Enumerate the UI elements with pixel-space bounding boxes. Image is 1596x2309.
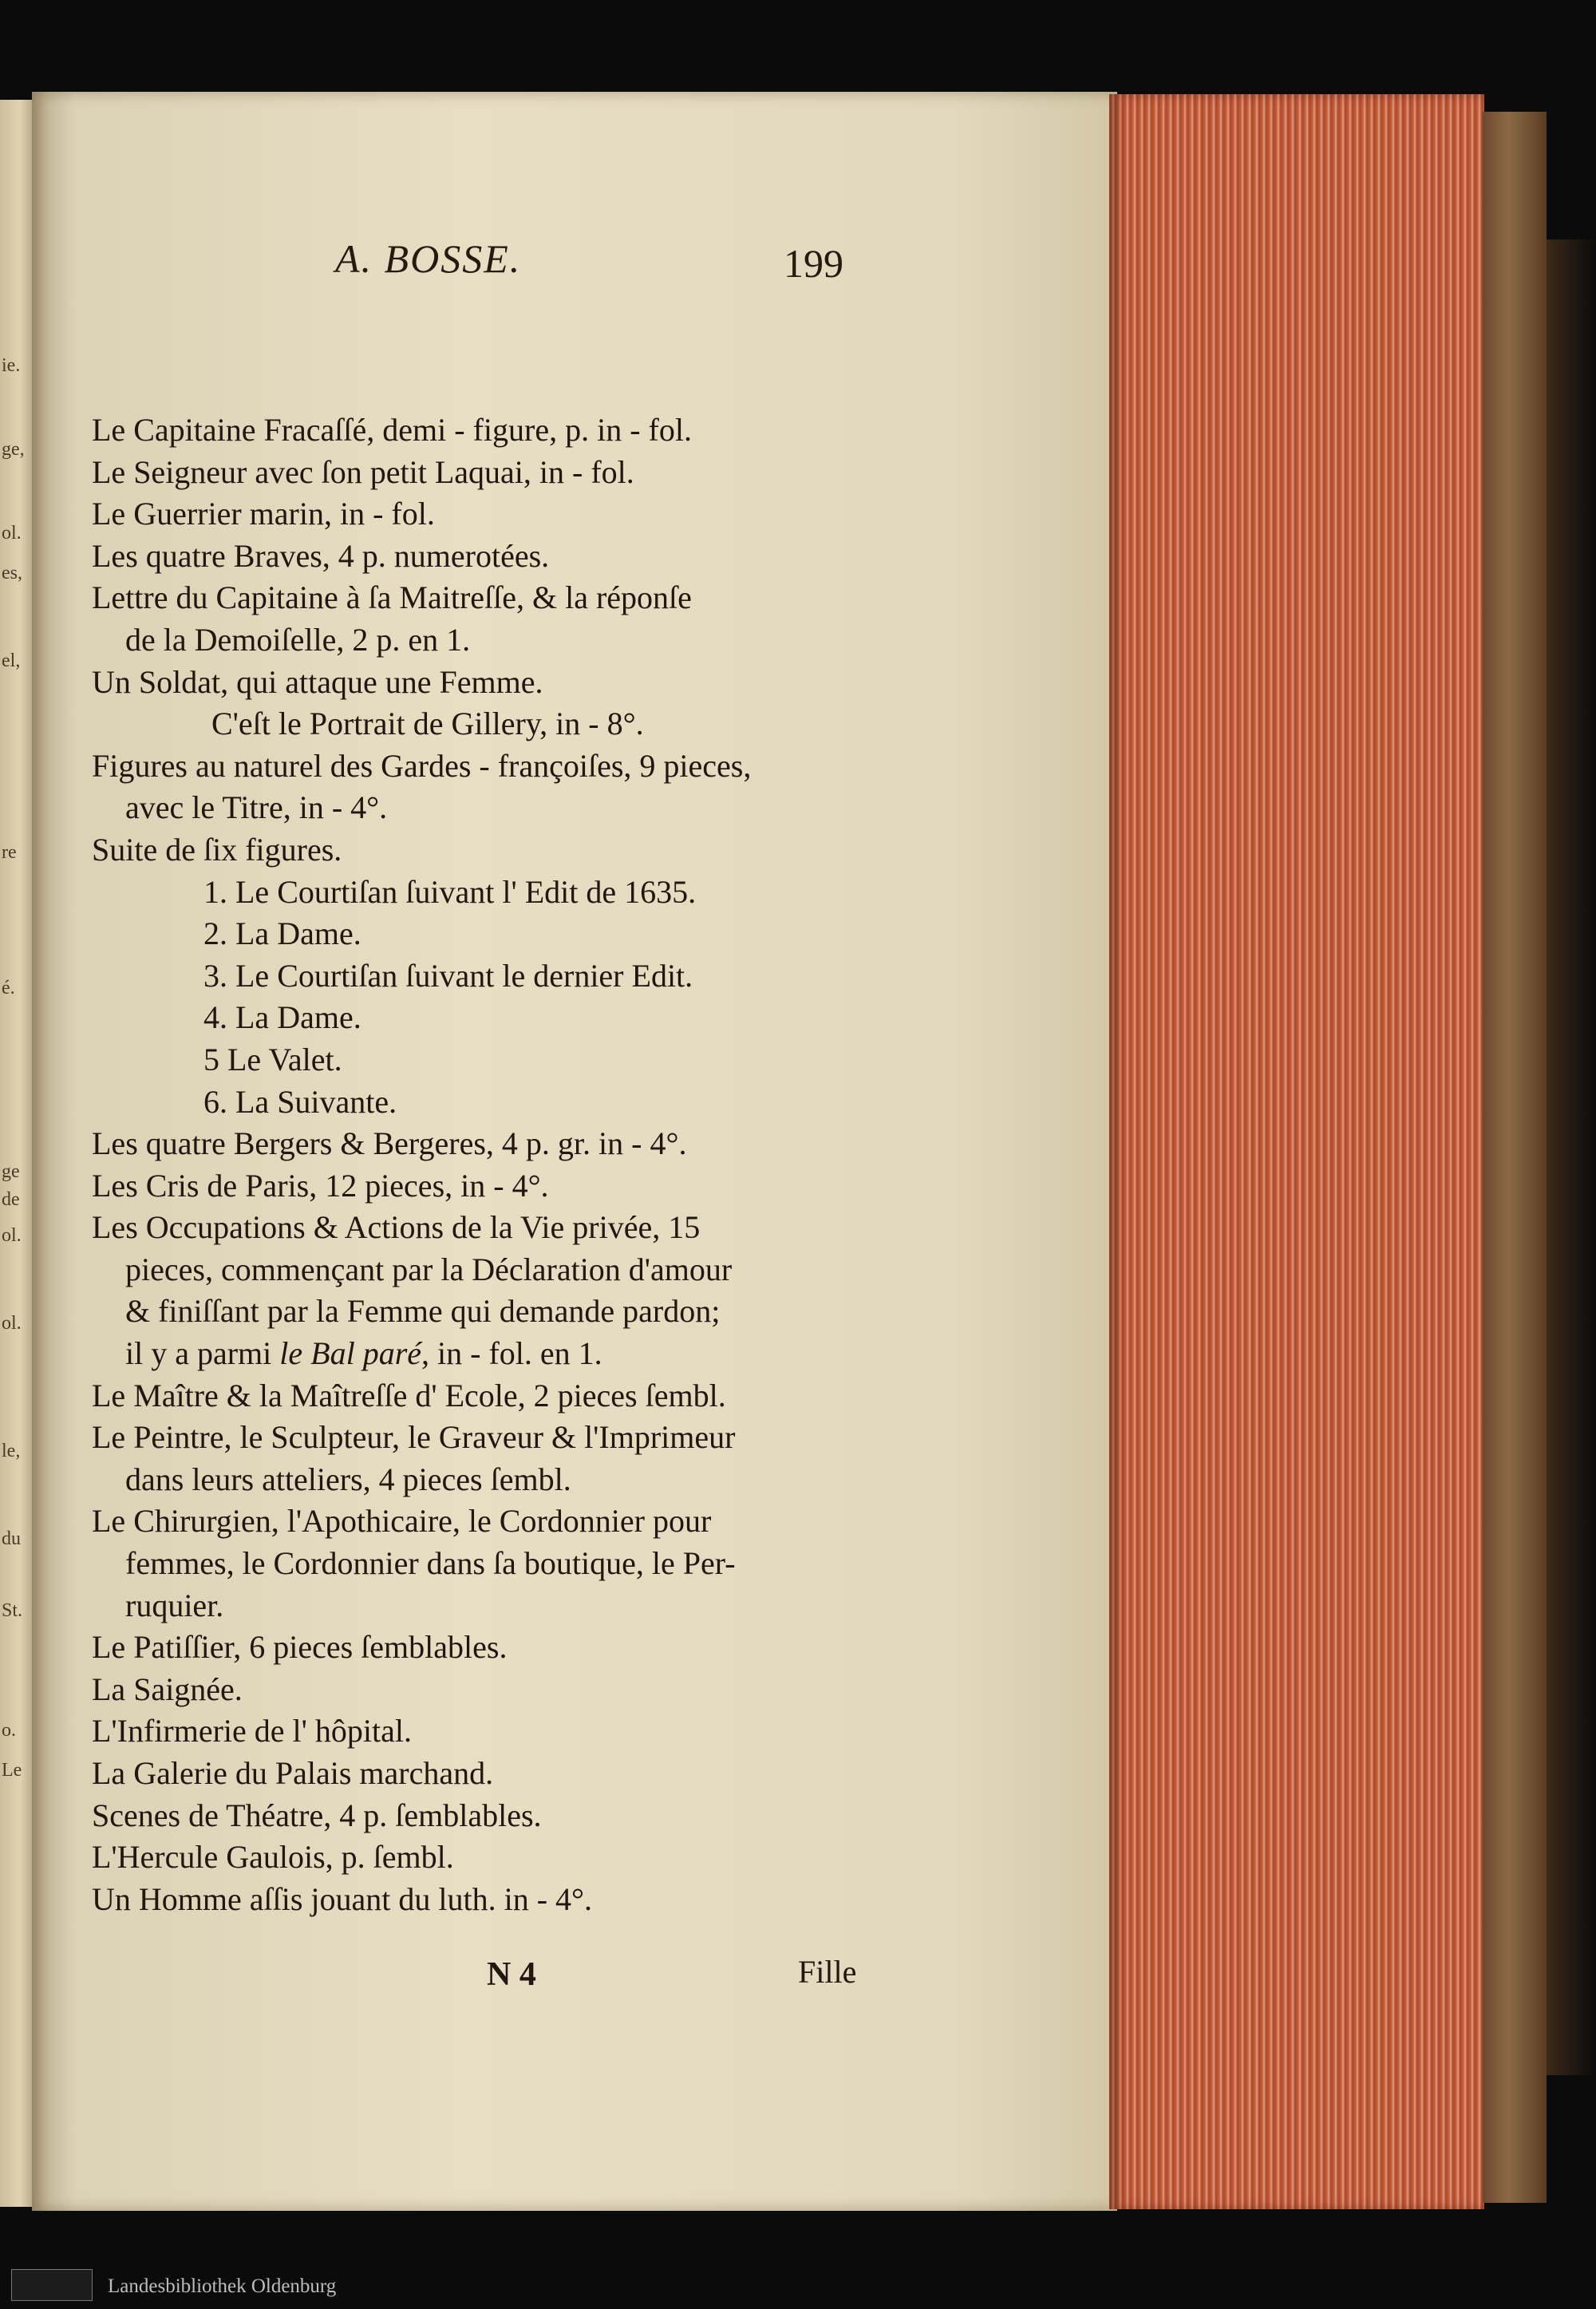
left-margin-fragment: es, bbox=[2, 563, 22, 583]
entry-line: Les quatre Braves, 4 p. numerotées. bbox=[92, 537, 550, 574]
left-margin-fragment: ge bbox=[2, 1161, 20, 1182]
entry-line: Suite de ſix figures. bbox=[92, 831, 342, 868]
signature-mark: N 4 bbox=[487, 1956, 536, 1993]
left-margin-fragment: é. bbox=[2, 978, 15, 998]
entry-line: L'Infirmerie de l' hôpital. bbox=[92, 1713, 412, 1750]
footer-bar bbox=[0, 2263, 1596, 2309]
entry-line: Le Maître & la Maîtreſſe d' Ecole, 2 pieces ſembl. bbox=[92, 1377, 726, 1413]
entry-line: Le Seigneur avec ſon petit Laquai, in - fol. bbox=[92, 453, 634, 490]
entry-line: avec le Titre, in - 4°. bbox=[125, 789, 388, 826]
entry-line: femmes, le Cordonnier dans ſa boutique, le Per- bbox=[125, 1545, 736, 1582]
left-margin-fragment: o. bbox=[2, 1720, 16, 1741]
library-logo-icon bbox=[11, 2269, 93, 2301]
binding-shadow bbox=[1547, 239, 1596, 2075]
left-margin-fragment: re bbox=[2, 842, 17, 863]
binding-board bbox=[1483, 112, 1547, 2203]
left-margin-fragment: Le bbox=[2, 1760, 22, 1781]
entry-line: L'Hercule Gaulois, p. ſembl. bbox=[92, 1839, 454, 1876]
entry-line: Les quatre Bergers & Bergeres, 4 p. gr. in - 4°. bbox=[92, 1125, 687, 1162]
left-margin-fragment: de bbox=[2, 1189, 20, 1210]
entry-text: il y a parmi bbox=[125, 1335, 280, 1372]
entry-line: Figures au naturel des Gardes - françoiſes, 9 pieces, bbox=[92, 747, 752, 784]
entry-line: Les Cris de Paris, 12 pieces, in - 4°. bbox=[92, 1167, 549, 1204]
entry-line: 2. La Dame. bbox=[203, 915, 361, 952]
entry-line: Un Soldat, qui attaque une Femme. bbox=[92, 663, 543, 700]
entry-line: 4. La Dame. bbox=[203, 999, 361, 1036]
left-margin-fragment: ol. bbox=[2, 1313, 22, 1334]
italic-title: le Bal paré bbox=[279, 1335, 422, 1372]
left-margin-fragment: ge, bbox=[2, 439, 25, 460]
running-head: A. BOSSE. bbox=[335, 236, 522, 281]
page-number: 199 bbox=[784, 241, 843, 286]
entry-line: pieces, commençant par la Déclaration d'amour bbox=[125, 1251, 733, 1287]
left-margin-fragment: du bbox=[2, 1528, 21, 1549]
entry-line: Le Peintre, le Sculpteur, le Graveur & l'Imprimeur bbox=[92, 1419, 736, 1456]
fore-edge-red-stain bbox=[1109, 94, 1484, 2209]
left-margin-fragment: St. bbox=[2, 1600, 23, 1621]
entry-line: 5 Le Valet. bbox=[203, 1041, 342, 1077]
entry-text: , in - fol. en 1. bbox=[421, 1335, 602, 1372]
entry-line: 1. Le Courtiſan ſuivant l' Edit de 1635. bbox=[203, 873, 697, 910]
entry-line: Le Guerrier marin, in - fol. bbox=[92, 496, 435, 532]
entry-line: La Galerie du Palais marchand. bbox=[92, 1755, 494, 1791]
left-margin-fragment: el, bbox=[2, 650, 21, 671]
entry-line: de la Demoiſelle, 2 p. en 1. bbox=[125, 621, 471, 658]
entry-line: Un Homme aſſis jouant du luth. in - 4°. bbox=[92, 1880, 593, 1917]
catalogue-entries bbox=[92, 409, 890, 1920]
left-margin-fragment: le, bbox=[2, 1441, 21, 1461]
left-margin-fragment: ie. bbox=[2, 355, 21, 376]
entry-line: 6. La Suivante. bbox=[203, 1083, 397, 1120]
catchword: Fille bbox=[798, 1954, 857, 1990]
entry-line: ruquier. bbox=[125, 1587, 224, 1623]
entry-line: Le Capitaine Fracaſſé, demi - figure, p. in - fol. bbox=[92, 412, 692, 448]
entry-line: La Saignée. bbox=[92, 1670, 243, 1707]
entry-line: Scenes de Théatre, 4 p. ſemblables. bbox=[92, 1797, 542, 1833]
entry-line: C'eſt le Portrait de Gillery, in - 8°. bbox=[211, 706, 644, 742]
left-page-fragment bbox=[0, 100, 34, 2207]
entry-line: & finiſſant par la Femme qui demande pardon; bbox=[125, 1293, 721, 1330]
entry-line: 3. Le Courtiſan ſuivant le dernier Edit. bbox=[203, 957, 693, 994]
entry-line: Le Patiſſier, 6 pieces ſemblables. bbox=[92, 1629, 508, 1666]
entry-line: dans leurs atteliers, 4 pieces ſembl. bbox=[125, 1461, 571, 1497]
entry-line: Les Occupations & Actions de la Vie privée, 15 bbox=[92, 1209, 701, 1246]
library-credit: Landesbibliothek Oldenburg bbox=[108, 2275, 337, 2297]
left-margin-fragment: ol. bbox=[2, 1225, 22, 1246]
book-page bbox=[32, 92, 1117, 2211]
entry-line: Le Chirurgien, l'Apothicaire, le Cordonnier pour bbox=[92, 1503, 712, 1540]
entry-line bbox=[92, 1333, 890, 1375]
entry-line: Lettre du Capitaine à ſa Maitreſſe, & la réponſe bbox=[92, 579, 692, 616]
left-margin-fragment: ol. bbox=[2, 523, 22, 544]
